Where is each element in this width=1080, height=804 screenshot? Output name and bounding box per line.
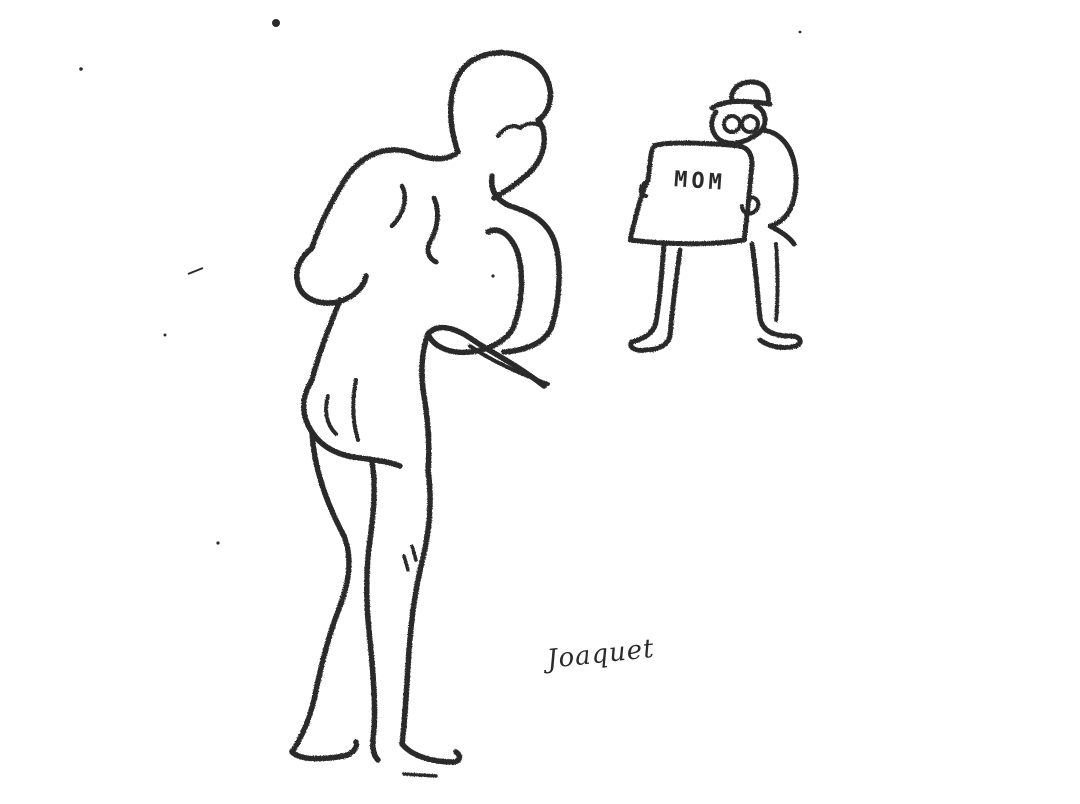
sign-holder-figure	[630, 82, 800, 350]
figure-left-foot	[292, 742, 356, 759]
nude-figure	[292, 53, 559, 776]
figure-right-foot	[402, 744, 459, 762]
figure-neck	[492, 176, 559, 352]
artist-signature: Joaquet	[545, 633, 656, 675]
ink-specks	[79, 19, 801, 545]
figure-ear-hair	[498, 124, 544, 137]
holder-goggle-right	[742, 116, 758, 132]
mom-sign-text: MOM	[673, 167, 727, 196]
holder-body	[762, 130, 796, 226]
figure-shoulder-blade	[428, 198, 437, 262]
figure-torso	[422, 334, 429, 470]
holder-left-leg	[631, 244, 680, 350]
figure-buttocks	[304, 380, 400, 466]
figure-right-arm	[428, 230, 521, 352]
holder-goggle-left	[724, 116, 740, 132]
figure-left-leg	[292, 432, 349, 752]
figure-right-leg	[402, 470, 430, 744]
figure-left-arm	[297, 248, 366, 303]
